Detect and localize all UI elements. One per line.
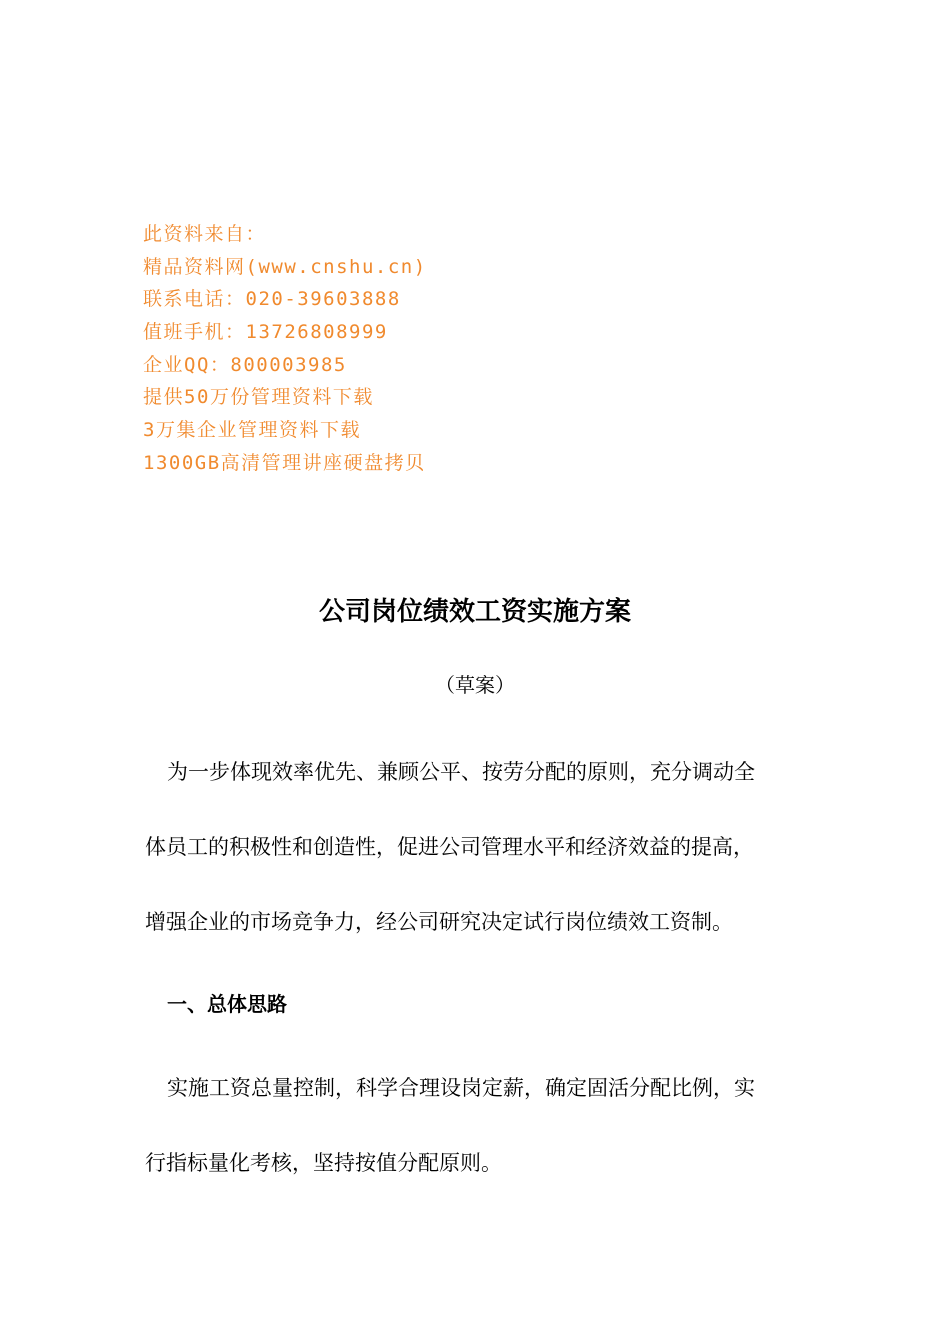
source-line-origin: 此资料来自： — [143, 223, 267, 245]
section-1-line: 行指标量化考核，坚持按值分配原则。 — [145, 1151, 502, 1175]
document-subtitle: （草案） — [435, 673, 515, 697]
intro-line: 为一步体现效率优先、兼顾公平、按劳分配的原则，充分调动全 — [167, 760, 755, 784]
section-1-line: 实施工资总量控制，科学合理设岗定薪，确定固活分配比例，实 — [167, 1076, 755, 1100]
intro-paragraph — [145, 752, 805, 977]
section-1-paragraph — [145, 1068, 805, 1218]
source-info-block — [143, 218, 663, 480]
source-line-website: 精品资料网(www.cnshu.cn) — [143, 255, 427, 278]
intro-line: 体员工的积极性和创造性，促进公司管理水平和经济效益的提高， — [145, 835, 754, 859]
document-title: 公司岗位绩效工资实施方案 — [318, 597, 631, 627]
source-line-offer-2: 3万集企业管理资料下载 — [143, 419, 361, 442]
source-line-qq: 企业QQ：800003985 — [143, 353, 347, 376]
intro-line: 增强企业的市场竞争力，经公司研究决定试行岗位绩效工资制。 — [145, 910, 733, 934]
section-heading-overall-approach: 一、总体思路 — [167, 992, 287, 1016]
source-line-offer-1: 提供50万份管理资料下载 — [143, 386, 374, 409]
source-line-mobile: 值班手机：13726808999 — [143, 321, 388, 344]
source-line-phone: 联系电话：020-39603888 — [143, 288, 401, 311]
source-line-offer-3: 1300GB高清管理讲座硬盘拷贝 — [143, 451, 426, 474]
